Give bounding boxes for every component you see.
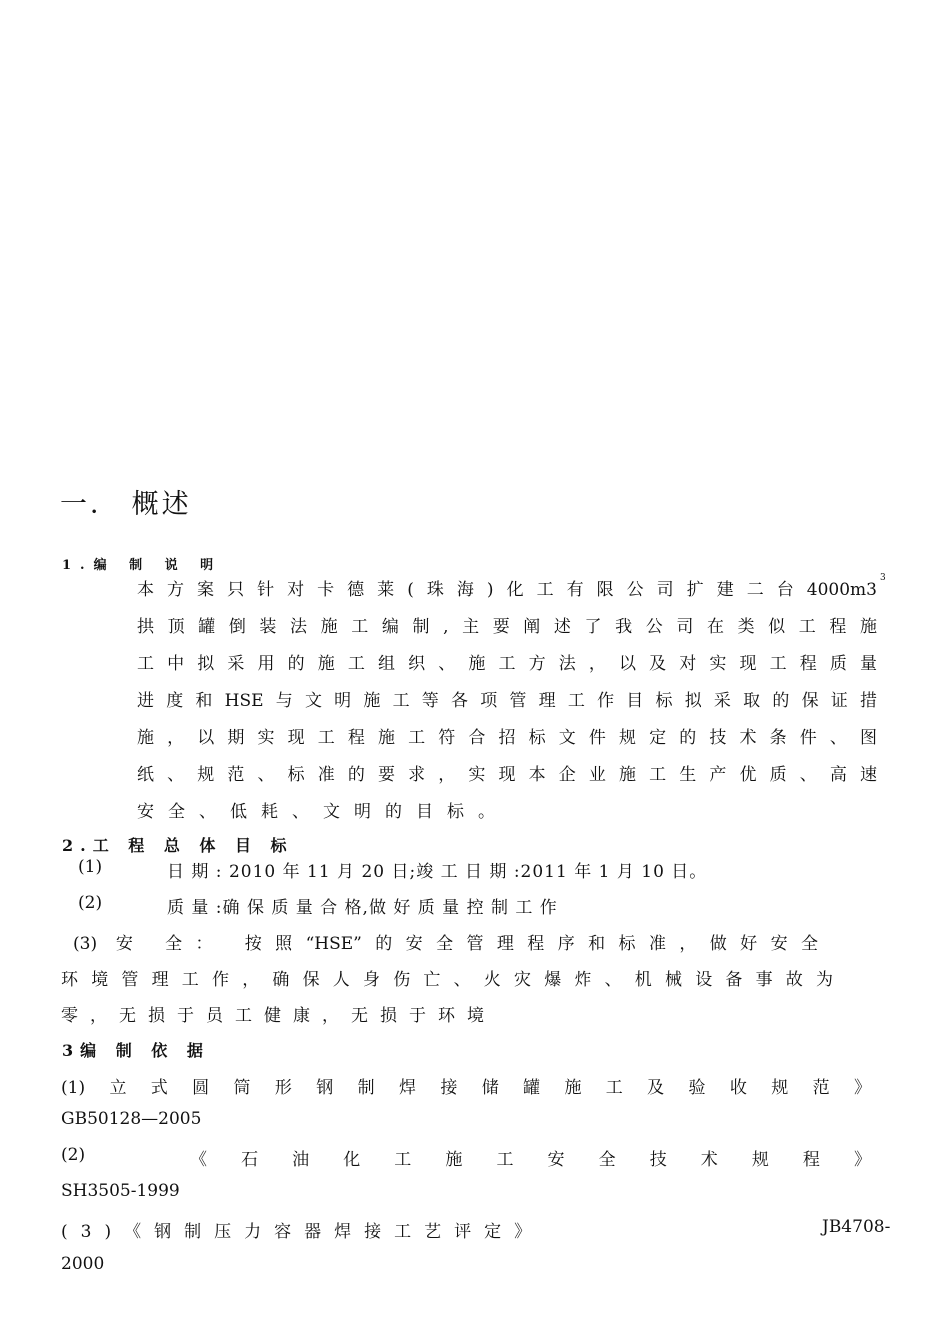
goal-item-2-number: (2) bbox=[78, 893, 103, 913]
paragraph-line-3: 工中拟采用的施工组织、施工方法，以及对实现工程质量 bbox=[137, 654, 877, 674]
goal-item-2-text: 质 量 :确 保 质 量 合 格,做 好 质 量 控 制 工 作 bbox=[167, 898, 558, 918]
subsection-heading-1: 1.编 制 说 明 bbox=[62, 558, 223, 573]
paragraph-line-2: 拱顶罐倒装法施工编制,主要阐述了我公司在类似工程施 bbox=[137, 617, 877, 637]
paragraph-line-5: 施，以期实现工程施工符合招标文件规定的技术条件、图 bbox=[137, 728, 877, 748]
reference-2-line-1: 《石油化工施工安全技术规程》 bbox=[190, 1150, 871, 1170]
paragraph-line-1: 本方案只针对卡德莱(珠海)化工有限公司扩建二台4000m3 bbox=[137, 580, 877, 600]
subsection-heading-2: 2.工 程 总 体 目 标 bbox=[62, 836, 294, 855]
goal-item-3-line-3: 零，无损于员工健康，无损于环境 bbox=[61, 1006, 496, 1026]
goal-item-1-number: (1) bbox=[78, 857, 103, 877]
reference-3-line-2: 2000 bbox=[61, 1254, 105, 1274]
subsection-heading-3: 3编 制 依 据 bbox=[62, 1041, 210, 1060]
section-title: 一． 概述 bbox=[60, 489, 192, 520]
goal-item-3-line-2: 环境管理工作，确保人身伤亡、火灾爆炸、机械设备事故为 bbox=[61, 970, 833, 990]
goal-item-3-line-1: (3) 安 全： 按照“HSE”的安全管理程序和标准，做好安全 bbox=[73, 934, 818, 954]
goal-item-1-text: 日 期 : 2010 年 11 月 20 日;竣 工 日 期 :2011 年 1 月 10 日。 bbox=[167, 862, 708, 882]
reference-3-code: JB4708- bbox=[822, 1217, 891, 1237]
reference-2-line-2: SH3505-1999 bbox=[61, 1181, 180, 1201]
paragraph-line-6: 纸、规范、标准的要求，实现本企业施工生产优质、高速 bbox=[137, 765, 877, 785]
superscript: 3 bbox=[880, 573, 886, 583]
reference-1-line-2: GB50128—2005 bbox=[61, 1109, 202, 1129]
paragraph-line-4: 进度和HSE与文明施工等各项管理工作目标拟采取的保证措 bbox=[137, 691, 877, 711]
reference-1-line-1: (1)立式圆筒形钢制焊接储罐施工及验收规范》 bbox=[61, 1078, 871, 1098]
reference-2-number: (2) bbox=[61, 1145, 86, 1165]
paragraph-line-7: 安全、低耗、文明的目标。 bbox=[137, 802, 509, 822]
reference-3-line-1: (3)《钢制压力容器焊接工艺评定》 bbox=[61, 1222, 545, 1242]
